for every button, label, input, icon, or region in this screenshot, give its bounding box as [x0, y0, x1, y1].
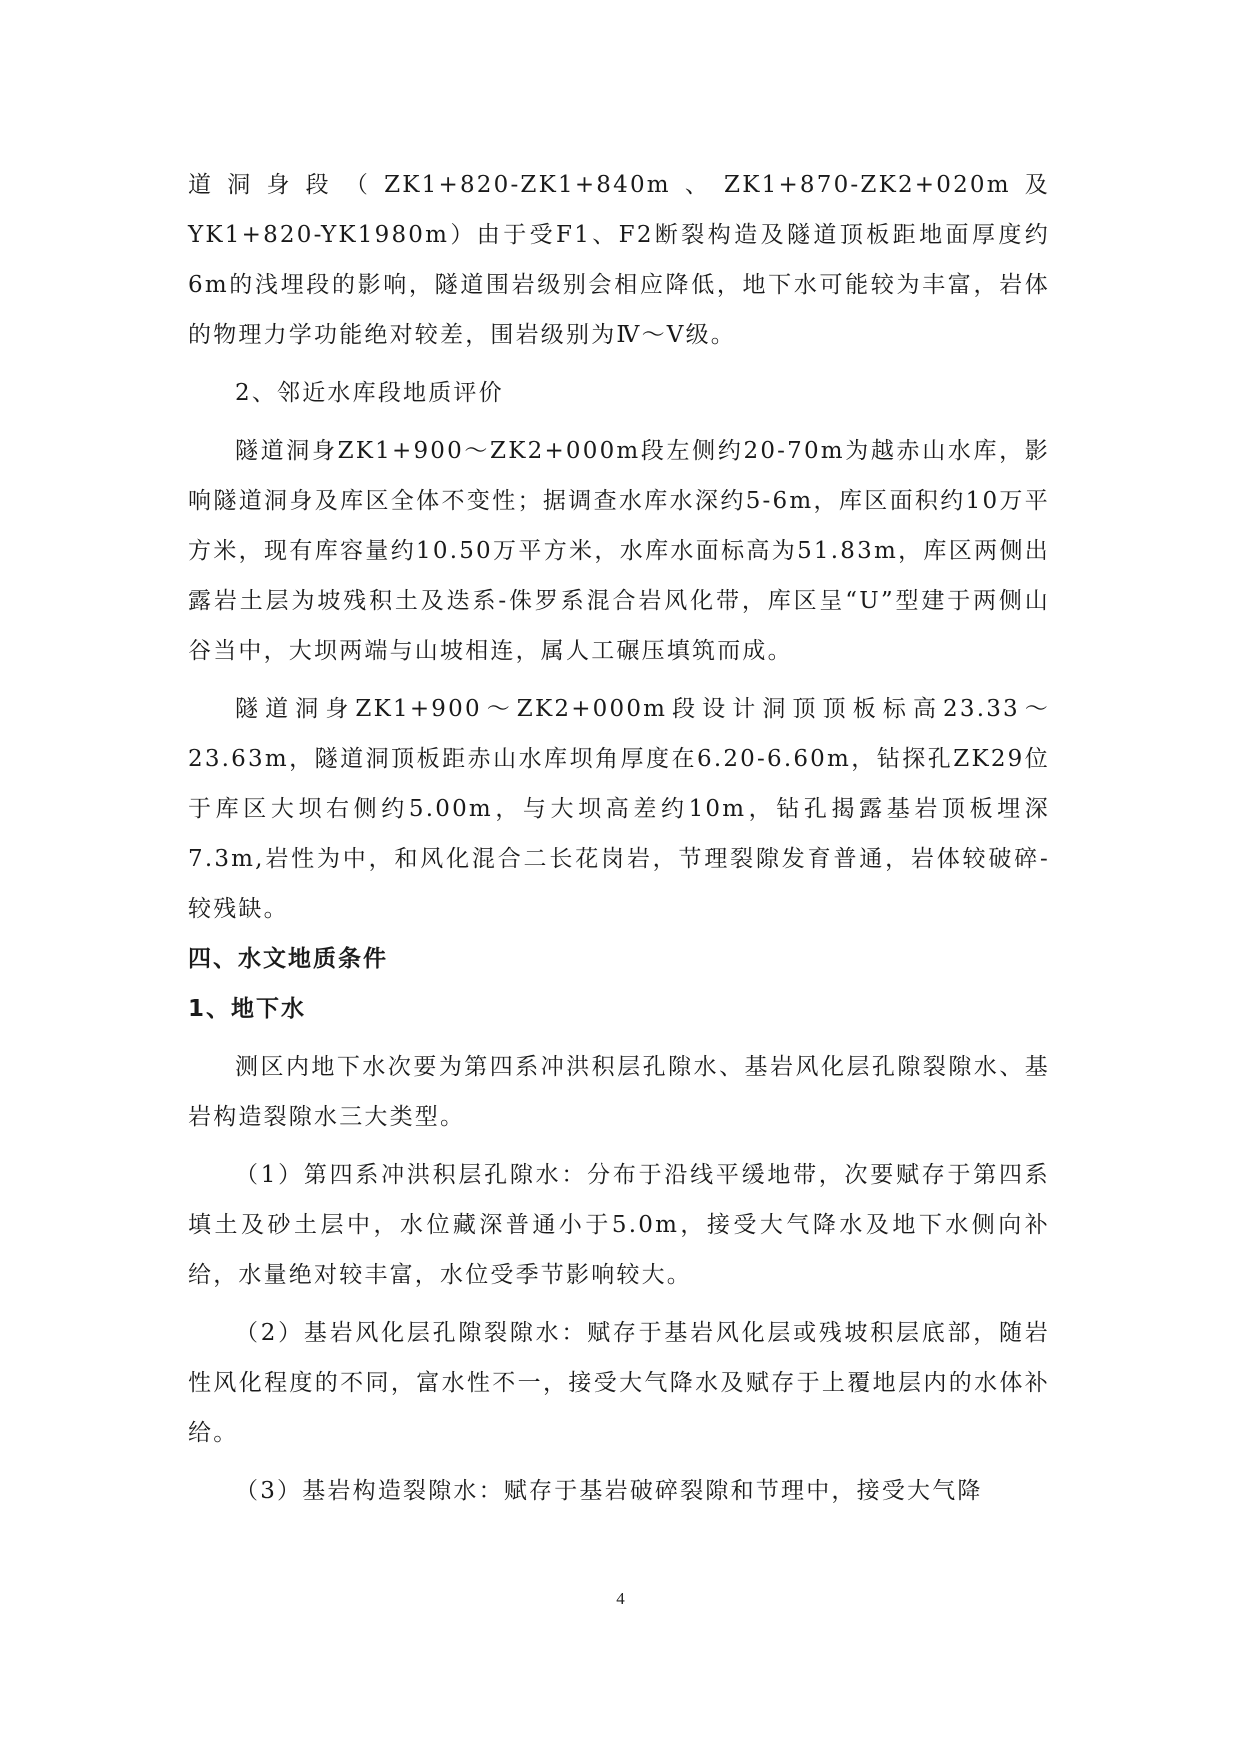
subsection-heading-groundwater: 1、地下水 — [188, 996, 307, 1022]
page-number: 4 — [616, 1589, 625, 1608]
list-item-weathered-bedrock-water: （2）基岩风化层孔隙裂隙水：赋存于基岩风化层或残坡积层底部，随岩性风化程度的不同，富水性不一，接受大气降水及赋存于上覆地层内的水体补给。 — [188, 1320, 1050, 1446]
paragraph-tunnel-elevation: 隧道洞身ZK1+900～ZK2+000m段设计洞顶顶板标高23.33～23.63m，隧道洞顶板距赤山水库坝角厚度在6.20-6.60m，钻探孔ZK29位于库区大坝右侧约5.00m，与大坝高差约10m，钻孔揭露基岩顶板埋深7.3m,岩性为中，和风化混合二长花岗岩，节理裂隙发育普通，岩体较破碎-较残缺。 — [188, 696, 1050, 922]
paragraph-reservoir-description: 隧道洞身ZK1+900～ZK2+000m段左侧约20-70m为越赤山水库，影响隧道洞身及库区全体不变性；据调查水库水深约5-6m，库区面积约10万平方米，现有库容量约10.50万平方米，水库水面标高为51.83m，库区两侧出露岩土层为坡残积土及迭系-侏罗系混合岩风化带，库区呈“U”型建于两侧山谷当中，大坝两端与山坡相连，属人工碾压填筑而成。 — [188, 438, 1050, 664]
subheading-reservoir-evaluation: 2、邻近水库段地质评价 — [235, 380, 504, 406]
list-item-structural-fissure-water: （3）基岩构造裂隙水：赋存于基岩破碎裂隙和节理中，接受大气降 — [235, 1478, 983, 1504]
paragraph-tunnel-section-continuation: 道洞身段（ZK1+820-ZK1+840m、ZK1+870-ZK2+020m及YK1+820-YK1980m）由于受F1、F2断裂构造及隧道顶板距地面厚度约6m的浅埋段的影响，隧道围岩级别会相应降低，地下水可能较为丰富，岩体的物理力学功能绝对较差，围岩级别为Ⅳ～Ⅴ级。 — [188, 172, 1050, 348]
list-item-quaternary-pore-water: （1）第四系冲洪积层孔隙水：分布于沿线平缓地带，次要赋存于第四系填土及砂土层中，水位藏深普通小于5.0m，接受大气降水及地下水侧向补给，水量绝对较丰富，水位受季节影响较大。 — [188, 1162, 1050, 1288]
section-heading-hydrogeology: 四、水文地质条件 — [188, 946, 388, 972]
paragraph-groundwater-types: 测区内地下水次要为第四系冲洪积层孔隙水、基岩风化层孔隙裂隙水、基岩构造裂隙水三大类型。 — [188, 1054, 1050, 1130]
page-body — [188, 160, 1050, 1516]
